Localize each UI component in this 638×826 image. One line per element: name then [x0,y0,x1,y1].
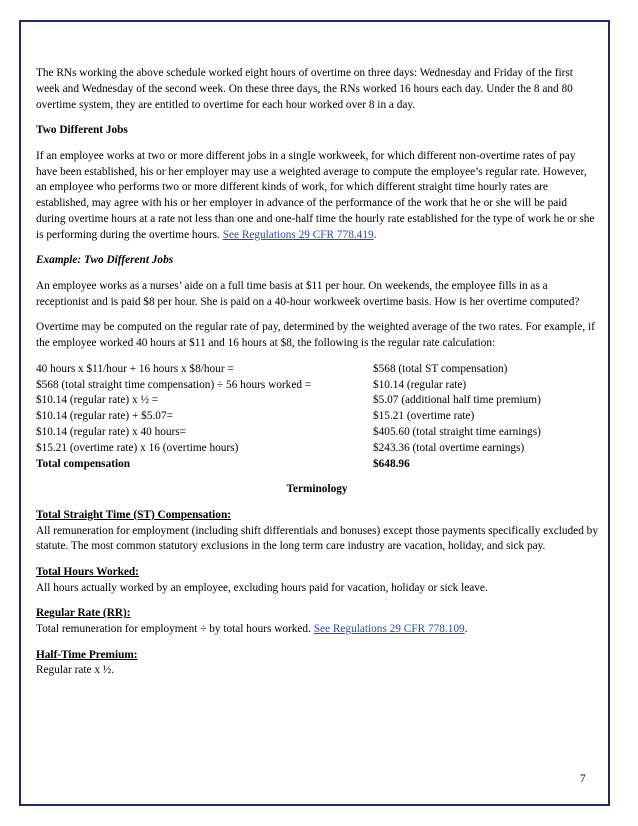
term-regular-rate: Regular Rate (RR): [36,607,131,620]
calc-result: $568 (total ST compensation) [373,362,508,375]
term-hours-worked: Total Hours Worked: [36,565,139,578]
calc-row [36,441,598,457]
calc-row [36,393,598,409]
calc-expression: $10.14 (regular rate) x ½ = [36,394,159,407]
two-jobs-heading: Two Different Jobs [36,124,128,137]
intro-paragraph: The RNs working the above schedule worked eight hours of overtime on three days: Wednesday and Friday of the first week and Wednesday of the second week. On these three days, the RNs worked 16 hours each day. Under the 8 and 80 overtime system, they are entitled to overtime for each hour worked over 8 in a day. [36,67,573,111]
two-jobs-paragraph [36,149,598,244]
definition-half-time-premium: Regular rate x ½. [36,664,115,677]
regular-rate-trailing: . [464,623,468,636]
example-paragraph: An employee works as a nurses’ aide on a full time basis at $11 per hour. On weekends, the employee fills in as a receptionist and is paid $8 per hour. She is paid on a 40-hour workweek overtime basis. How is her overtime computed? [36,279,580,308]
calc-result: $15.21 (overtime rate) [373,410,475,423]
calc-row [36,409,598,425]
document-body [36,66,598,679]
terminology-heading: Terminology [286,483,348,496]
total-value: $648.96 [373,457,410,470]
regulation-778-419-link[interactable]: See Regulations 29 CFR 778.419 [222,228,374,241]
total-label: Total compensation [36,457,131,470]
calc-result: $5.07 (additional half time premium) [373,394,541,407]
calc-row [36,425,598,441]
regulation-778-109-link[interactable]: See Regulations 29 CFR 778.109 [313,623,465,636]
calc-result: $10.14 (regular rate) [373,378,467,391]
definition-regular-rate-paragraph [36,622,598,638]
calc-row [36,378,598,394]
definition-regular-rate: Total remuneration for employment ÷ by total hours worked. [36,623,311,636]
term-st-compensation: Total Straight Time (ST) Compensation: [36,508,231,521]
definition-hours-worked: All hours actually worked by an employee, excluding hours paid for vacation, holiday or sick leave. [36,581,488,594]
calc-expression: $15.21 (overtime rate) x 16 (overtime hours) [36,441,239,454]
example-explanation: Overtime may be computed on the regular rate of pay, determined by the weighted average of the two rates. For example, if the employee worked 40 hours at $11 and 16 hours at $8, the following is the regular rate calculation: [36,321,595,350]
example-heading: Example: Two Different Jobs [36,254,174,267]
calc-row [36,362,598,378]
calculation-table [36,362,598,473]
definition-st-compensation: All remuneration for employment (including shift differentials and bonuses) except those payments specifically excluded by statute. The most common statutory exclusions in the long term care industry are vacation, holiday, and sick pay. [36,524,598,553]
calc-result: $405.60 (total straight time earnings) [373,425,541,438]
calc-expression: $568 (total straight time compensation) ÷ 56 hours worked = [36,378,312,391]
page-number: 7 [580,773,586,785]
calc-total-row [36,457,598,473]
calc-expression: 40 hours x $11/hour + 16 hours x $8/hour = [36,362,234,375]
term-half-time-premium: Half-Time Premium: [36,648,138,661]
two-jobs-trailing: . [373,228,377,241]
calc-expression: $10.14 (regular rate) x 40 hours= [36,425,187,438]
calc-expression: $10.14 (regular rate) + $5.07= [36,410,173,423]
two-jobs-body: If an employee works at two or more different jobs in a single workweek, for which different non-overtime rates of pay have been established, his or her employer may use a weighted average to compute the employee’s regular rate. However, an employee who performs two or more different kinds of work, for which different straight time hourly rates are established, may agree with his or her employer in advance of the performance of the work that he or she will be paid during overtime hours at a rate not less than one and one-half time the hourly rate established for the type of work he or she is performing during the overtime hours. [36,149,595,241]
calc-result: $243.36 (total overtime earnings) [373,441,525,454]
